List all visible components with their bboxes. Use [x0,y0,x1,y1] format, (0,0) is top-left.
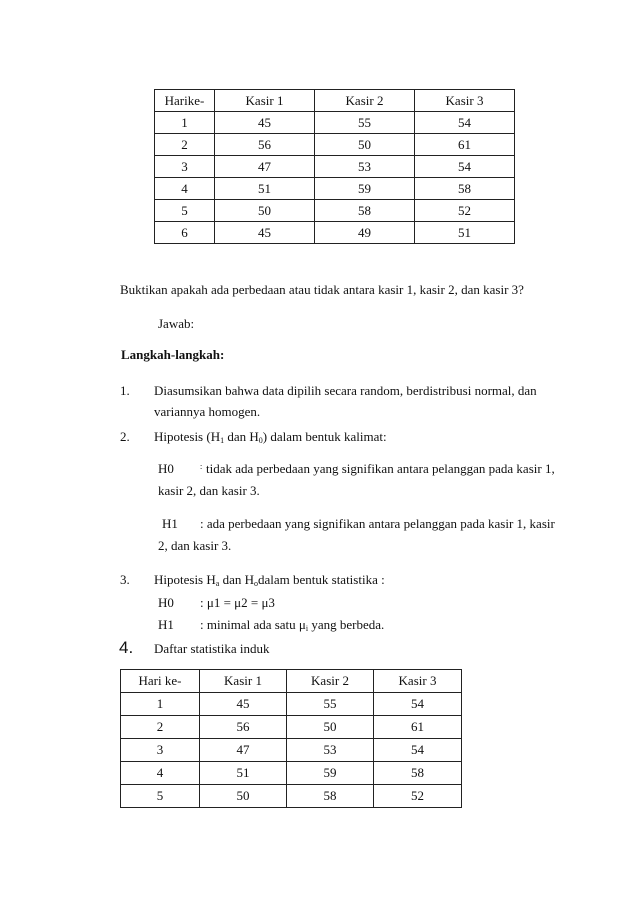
step-3-h1-label: H1 [158,617,174,632]
table-2-body [121,670,462,808]
step-1-line-2: variannya homogen. [154,404,261,419]
table-2-header-cell: Kasir 3 [374,670,462,693]
data-table-2 [120,669,462,808]
table-2-row [121,739,462,762]
table-1-cell: 58 [415,178,515,200]
table-2-cell: 61 [374,716,462,739]
table-1-cell: 58 [315,200,415,222]
table-1-cell: 56 [215,134,315,156]
table-1-row [155,178,515,200]
table-2-cell: 50 [287,716,374,739]
table-1-cell: 3 [155,156,215,178]
table-1-header-cell: Kasir 3 [415,90,515,112]
table-1-cell: 52 [415,200,515,222]
table-1-row [155,200,515,222]
table-1-cell: 53 [315,156,415,178]
step-3-number: 3. [120,572,130,587]
table-2-header-row [121,670,462,693]
table-1-header-cell: Kasir 2 [315,90,415,112]
table-1-cell: 49 [315,222,415,244]
table-2-cell: 5 [121,785,200,808]
table-2-cell: 2 [121,716,200,739]
table-1-cell: 4 [155,178,215,200]
table-1-cell: 54 [415,112,515,134]
data-table-1 [154,89,515,244]
step-3-h0-label: H0 [158,595,174,610]
table-2-cell: 47 [200,739,287,762]
table-2-cell: 52 [374,785,462,808]
table-1-header-cell: Kasir 1 [215,90,315,112]
table-1-cell: 51 [415,222,515,244]
table-1-header-row [155,90,515,112]
table-1-body [155,90,515,244]
table-2-header-cell: Kasir 1 [200,670,287,693]
table-2-cell: 45 [200,693,287,716]
table-1-cell: 59 [315,178,415,200]
steps-heading: Langkah-langkah: [121,347,225,362]
table-2-cell: 54 [374,739,462,762]
table-2-row [121,785,462,808]
step-2-h0-line-1: tidak ada perbedaan yang signifikan antara pelanggan pada kasir 1, [206,461,555,476]
table-1-cell: 50 [315,134,415,156]
step-2-number: 2. [120,429,130,444]
step-3-h1-text: : minimal ada satu $\mu_i$ yang berbeda. [200,617,385,633]
table-2-cell: 54 [374,693,462,716]
table-1-row [155,134,515,156]
table-1-cell: 47 [215,156,315,178]
step-3-text: Hipotesis $H_a$ dan $H_odalam$ bentuk statistika : [154,572,385,588]
table-1-row [155,222,515,244]
table-1-cell: 6 [155,222,215,244]
step-2-h1-label: H1 [162,516,178,531]
table-2-cell: 59 [287,762,374,785]
table-1-cell: 5 [155,200,215,222]
table-2-row [121,762,462,785]
step-1-number: 1. [120,383,130,398]
step-2-h1-line-2: 2, dan kasir 3. [158,538,232,553]
step-1-line-1: Diasumsikan bahwa data dipilih secara random, berdistribusi normal, dan [154,383,537,398]
step-2-text: Hipotesis ($H_1$ dan $H_0$) dalam bentuk kalimat: [154,429,387,445]
table-1-row [155,112,515,134]
table-1-cell: 51 [215,178,315,200]
table-2-cell: 55 [287,693,374,716]
step-4-number: 4. [119,638,134,657]
table-2-cell: 1 [121,693,200,716]
table-1-cell: 50 [215,200,315,222]
step-2-h1-line-1: : ada perbedaan yang signifikan antara pelanggan pada kasir 1, kasir [200,516,555,531]
table-1-header-cell: Harike- [155,90,215,112]
table-2-header-cell: Hari ke- [121,670,200,693]
table-1-cell: 1 [155,112,215,134]
step-3-h0-text: : μ1 = μ2 = μ3 [200,595,275,610]
table-2-cell: 53 [287,739,374,762]
table-2-row [121,693,462,716]
table-2-cell: 51 [200,762,287,785]
table-2-cell: 58 [287,785,374,808]
step-4-text: Daftar statistika induk [154,641,270,656]
table-1-cell: 54 [415,156,515,178]
table-1-row [155,156,515,178]
step-2-h0-line-2: kasir 2, dan kasir 3. [158,483,260,498]
table-1-cell: 2 [155,134,215,156]
table-1-cell: 61 [415,134,515,156]
answer-label: Jawab: [158,316,195,331]
table-2-row [121,716,462,739]
table-2-cell: 4 [121,762,200,785]
step-2-h0-label: H0 [158,461,174,476]
table-1-cell: 45 [215,222,315,244]
table-2-cell: 3 [121,739,200,762]
table-2-cell: 50 [200,785,287,808]
table-1-cell: 45 [215,112,315,134]
step-2-h0-separator: : [200,462,203,471]
table-2-cell: 56 [200,716,287,739]
question-text: Buktikan apakah ada perbedaan atau tidak antara kasir 1, kasir 2, dan kasir 3? [120,282,524,297]
table-1-cell: 55 [315,112,415,134]
table-2-header-cell: Kasir 2 [287,670,374,693]
table-2-cell: 58 [374,762,462,785]
